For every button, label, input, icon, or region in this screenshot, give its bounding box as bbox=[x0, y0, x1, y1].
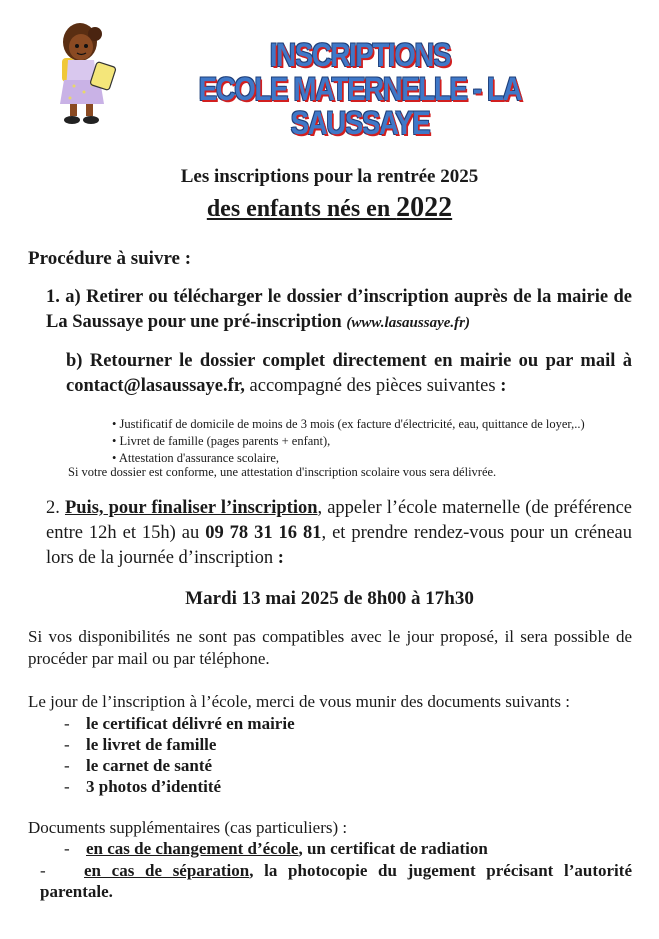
dash-marker: - bbox=[64, 714, 70, 733]
dash-marker: - bbox=[64, 777, 70, 796]
mairie-website: (www.lasaussaye.fr) bbox=[346, 315, 470, 331]
list-item bbox=[64, 734, 295, 755]
step-1b bbox=[66, 349, 632, 399]
step-1b-text: b) Retourner le dossier complet directement en mairie ou par mail à contact@lasaussaye.fr, bbox=[66, 351, 632, 396]
dash-marker: - bbox=[40, 861, 46, 880]
step-2-underlined: Puis, pour finaliser l’inscription bbox=[64, 498, 318, 518]
supplementary-item-2 bbox=[40, 860, 632, 902]
inscription-date: Mardi 13 mai 2025 de 8h00 à 17h30 bbox=[185, 588, 474, 609]
list-item bbox=[64, 776, 295, 797]
documents-list bbox=[64, 713, 295, 797]
list-item: • Attestation d'assurance scolaire, bbox=[112, 450, 585, 467]
step-1a bbox=[46, 285, 632, 336]
inscription-day-paragraph: Le jour de l’inscription à l’école, merci de vous munir des documents suivants : bbox=[28, 692, 570, 711]
dash-marker: - bbox=[64, 839, 70, 858]
availability-paragraph: Si vos disponibilités ne sont pas compatibles avec le jour proposé, il sera possible de procéder par mail ou par téléphone. bbox=[28, 627, 632, 668]
banner-line-2: ECOLE MATERNELLE - LA SAUSSAYE bbox=[198, 71, 522, 141]
item-2-underlined: en cas de séparation bbox=[84, 861, 250, 880]
item-1-underlined: en cas de changement d’école bbox=[86, 839, 299, 858]
step-2-text-1: , appeler l’école maternelle (de préférence entre 12h et 15h) au bbox=[46, 498, 633, 543]
school-phone: 09 78 31 16 81 bbox=[205, 523, 322, 543]
item-1-rest: , un certificat de radiation bbox=[298, 839, 488, 858]
dash-marker: - bbox=[64, 735, 70, 754]
list-item: • Livret de famille (pages parents + enfant), bbox=[112, 433, 585, 450]
list-item: • Justificatif de domicile de moins de 3 mois (ex facture d'électricité, eau, quittance de loyer,..) bbox=[112, 416, 585, 433]
step-1a-number: 1. a) bbox=[46, 287, 81, 307]
conformity-note: Si votre dossier est conforme, une attestation d'inscription scolaire vous sera délivrée. bbox=[68, 465, 497, 479]
schoolgirl-illustration bbox=[48, 20, 120, 128]
procedure-heading: Procédure à suivre : bbox=[28, 248, 192, 269]
step-1a-text: Retirer ou télécharger le dossier d’inscription auprès de la mairie de La Saussaye pour une pré-inscription bbox=[46, 287, 632, 332]
subtitle-year: 2022 bbox=[396, 192, 453, 223]
step-2-colon: : bbox=[277, 548, 284, 568]
dash-marker: - bbox=[64, 756, 70, 775]
banner-title bbox=[171, 38, 549, 140]
step-1b-rest: accompagné des pièces suivantes bbox=[249, 376, 496, 396]
document-label: le carnet de santé bbox=[86, 756, 213, 775]
step-2 bbox=[46, 496, 632, 571]
supplementary-item-1 bbox=[64, 839, 488, 859]
document-label: le livret de famille bbox=[86, 735, 217, 754]
step-2-number: 2. bbox=[46, 498, 60, 518]
list-item bbox=[64, 713, 295, 734]
subtitle-line-1: Les inscriptions pour la rentrée 2025 bbox=[180, 166, 479, 187]
document-label: 3 photos d’identité bbox=[86, 777, 222, 796]
step-2-text-2: , et prendre rendez-vous pour un créneau lors de la journée d’inscription bbox=[46, 523, 633, 568]
pieces-list bbox=[112, 416, 585, 467]
step-1b-colon: : bbox=[500, 376, 507, 396]
item-2-rest: , la photocopie du jugement précisant l’autorité parentale. bbox=[40, 861, 632, 901]
list-item bbox=[64, 755, 295, 776]
document-label: le certificat délivré en mairie bbox=[86, 714, 295, 733]
banner-line-1: INSCRIPTIONS bbox=[269, 37, 451, 73]
subtitle-line-2 bbox=[0, 192, 659, 224]
subtitle-prefix: des enfants nés en bbox=[206, 196, 397, 222]
supplementary-heading: Documents supplémentaires (cas particuliers) : bbox=[28, 818, 348, 837]
